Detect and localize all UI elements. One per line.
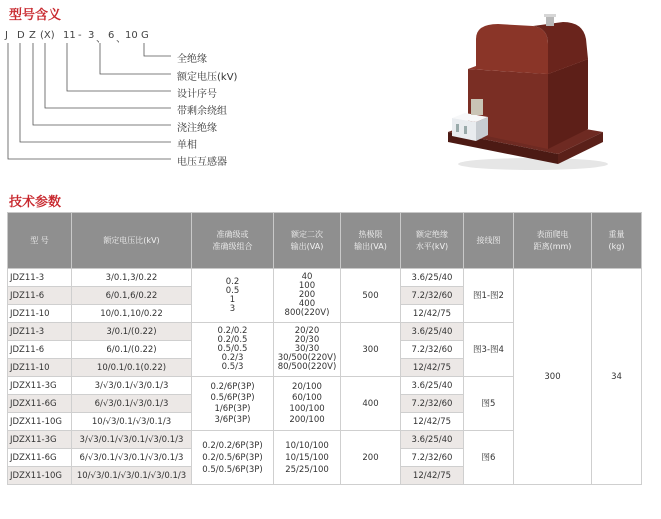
code-leader-lines: [5, 30, 205, 170]
secondary-cell: 10/10/100 10/15/100 25/25/100: [274, 431, 341, 485]
code-label: 浇注绝缘: [177, 123, 217, 134]
code-label: 电压互感器: [177, 157, 227, 168]
model-cell: JDZX11-10G: [8, 413, 72, 431]
creepage-cell: 300: [514, 269, 592, 485]
insulation-cell: 3.6/25/40: [401, 431, 464, 449]
thermal-cell: 200: [341, 431, 401, 485]
model-cell: JDZ11-10: [8, 305, 72, 323]
insulation-cell: 12/42/75: [401, 413, 464, 431]
code-label: 全绝缘: [177, 54, 207, 65]
ratio-cell: 3/√3/0.1/√3/0.1/3: [72, 377, 192, 395]
insulation-cell: 3.6/25/40: [401, 323, 464, 341]
thermal-cell: 400: [341, 377, 401, 431]
code-char: -: [78, 30, 82, 41]
model-cell: JDZX11-6G: [8, 395, 72, 413]
insulation-cell: 12/42/75: [401, 359, 464, 377]
ratio-cell: 10/0.1,10/0.22: [72, 305, 192, 323]
insulation-cell: 7.2/32/60: [401, 341, 464, 359]
insulation-cell: 7.2/32/60: [401, 449, 464, 467]
insulation-cell: 7.2/32/60: [401, 395, 464, 413]
col-header-secondary: 额定二次 输出(VA): [274, 213, 341, 269]
ratio-cell: 6/√3/0.1/√3/0.1/√3/0.1/3: [72, 449, 192, 467]
ratio-cell: 3/0.1/(0.22): [72, 323, 192, 341]
insulation-cell: 12/42/75: [401, 467, 464, 485]
accuracy-cell: 0.2 0.5 1 3: [192, 269, 274, 323]
wiring-cell: 图1-图2: [464, 269, 514, 323]
model-cell: JDZ11-6: [8, 287, 72, 305]
code-char: 10: [125, 30, 138, 41]
accuracy-cell: 0.2/6P(3P) 0.5/6P(3P) 1/6P(3P) 3/6P(3P): [192, 377, 274, 431]
wiring-cell: 图5: [464, 377, 514, 431]
code-char: J: [5, 30, 8, 41]
code-label: 额定电压(kV): [177, 72, 238, 83]
model-cell: JDZ11-10: [8, 359, 72, 377]
code-label: 带剩余绕组: [177, 106, 227, 117]
thermal-cell: 500: [341, 269, 401, 323]
col-header-wiring: 接线图: [464, 213, 514, 269]
secondary-cell: 20/20 20/30 30/30 30/500(220V) 80/500(220V): [274, 323, 341, 377]
ratio-cell: 10/√3/0.1/√3/0.1/3: [72, 413, 192, 431]
ratio-cell: 10/√3/0.1/√3/0.1/√3/0.1/3: [72, 467, 192, 485]
model-code-diagram: [5, 30, 238, 170]
model-cell: JDZ11-3: [8, 323, 72, 341]
model-cell: JDZX11-10G: [8, 467, 72, 485]
col-header-model: 型 号: [8, 213, 72, 269]
model-cell: JDZX11-3G: [8, 377, 72, 395]
weight-cell: 34: [592, 269, 642, 485]
code-char: G: [141, 30, 149, 41]
table-header-row: [8, 213, 642, 269]
ratio-cell: 3/0.1,3/0.22: [72, 269, 192, 287]
code-label: 设计序号: [177, 89, 217, 100]
code-char: 、: [96, 34, 106, 45]
code-char: 11: [63, 30, 76, 41]
ratio-cell: 10/0.1/0.1(0.22): [72, 359, 192, 377]
thermal-cell: 300: [341, 323, 401, 377]
model-meaning-title: 型号含义: [9, 8, 62, 23]
model-cell: JDZ11-3: [8, 269, 72, 287]
accuracy-cell: 0.2/0.2/6P(3P) 0.2/0.5/6P(3P) 0.5/0.5/6P(3P): [192, 431, 274, 485]
ratio-cell: 6/√3/0.1/√3/0.1/3: [72, 395, 192, 413]
code-char: (X): [40, 30, 55, 41]
wiring-cell: 图3-图4: [464, 323, 514, 377]
tech-params-title: 技术参数: [9, 195, 62, 210]
col-header-insulation: 额定绝缘 水平(kV): [401, 213, 464, 269]
ratio-cell: 6/0.1,6/0.22: [72, 287, 192, 305]
insulation-cell: 12/42/75: [401, 305, 464, 323]
secondary-cell: 20/100 60/100 100/100 200/100: [274, 377, 341, 431]
wiring-cell: 图6: [464, 431, 514, 485]
insulation-cell: 7.2/32/60: [401, 287, 464, 305]
code-label: 单相: [177, 140, 197, 151]
code-char: Z: [29, 30, 36, 41]
ratio-cell: 6/0.1/(0.22): [72, 341, 192, 359]
model-cell: JDZX11-6G: [8, 449, 72, 467]
secondary-cell: 40 100 200 400 800(220V): [274, 269, 341, 323]
code-char: D: [17, 30, 25, 41]
col-header-ratio: 额定电压比(kV): [72, 213, 192, 269]
code-char: 6: [108, 30, 115, 41]
insulation-cell: 3.6/25/40: [401, 269, 464, 287]
model-cell: JDZ11-6: [8, 341, 72, 359]
col-header-accuracy: 准确级或 准确级组合: [192, 213, 274, 269]
col-header-thermal: 热极限 输出(VA): [341, 213, 401, 269]
insulation-cell: 3.6/25/40: [401, 377, 464, 395]
code-char: 3: [88, 30, 95, 41]
col-header-creepage: 表面爬电 距离(mm): [514, 213, 592, 269]
ratio-cell: 3/√3/0.1/√3/0.1/√3/0.1/3: [72, 431, 192, 449]
model-cell: JDZX11-3G: [8, 431, 72, 449]
table-row: [8, 269, 642, 287]
tech-params-table: [7, 212, 642, 485]
col-header-weight: 重量 (kg): [592, 213, 642, 269]
accuracy-cell: 0.2/0.2 0.2/0.5 0.5/0.5 0.2/3 0.5/3: [192, 323, 274, 377]
code-char: 、: [116, 34, 126, 45]
transformer-product-image: [438, 14, 608, 174]
